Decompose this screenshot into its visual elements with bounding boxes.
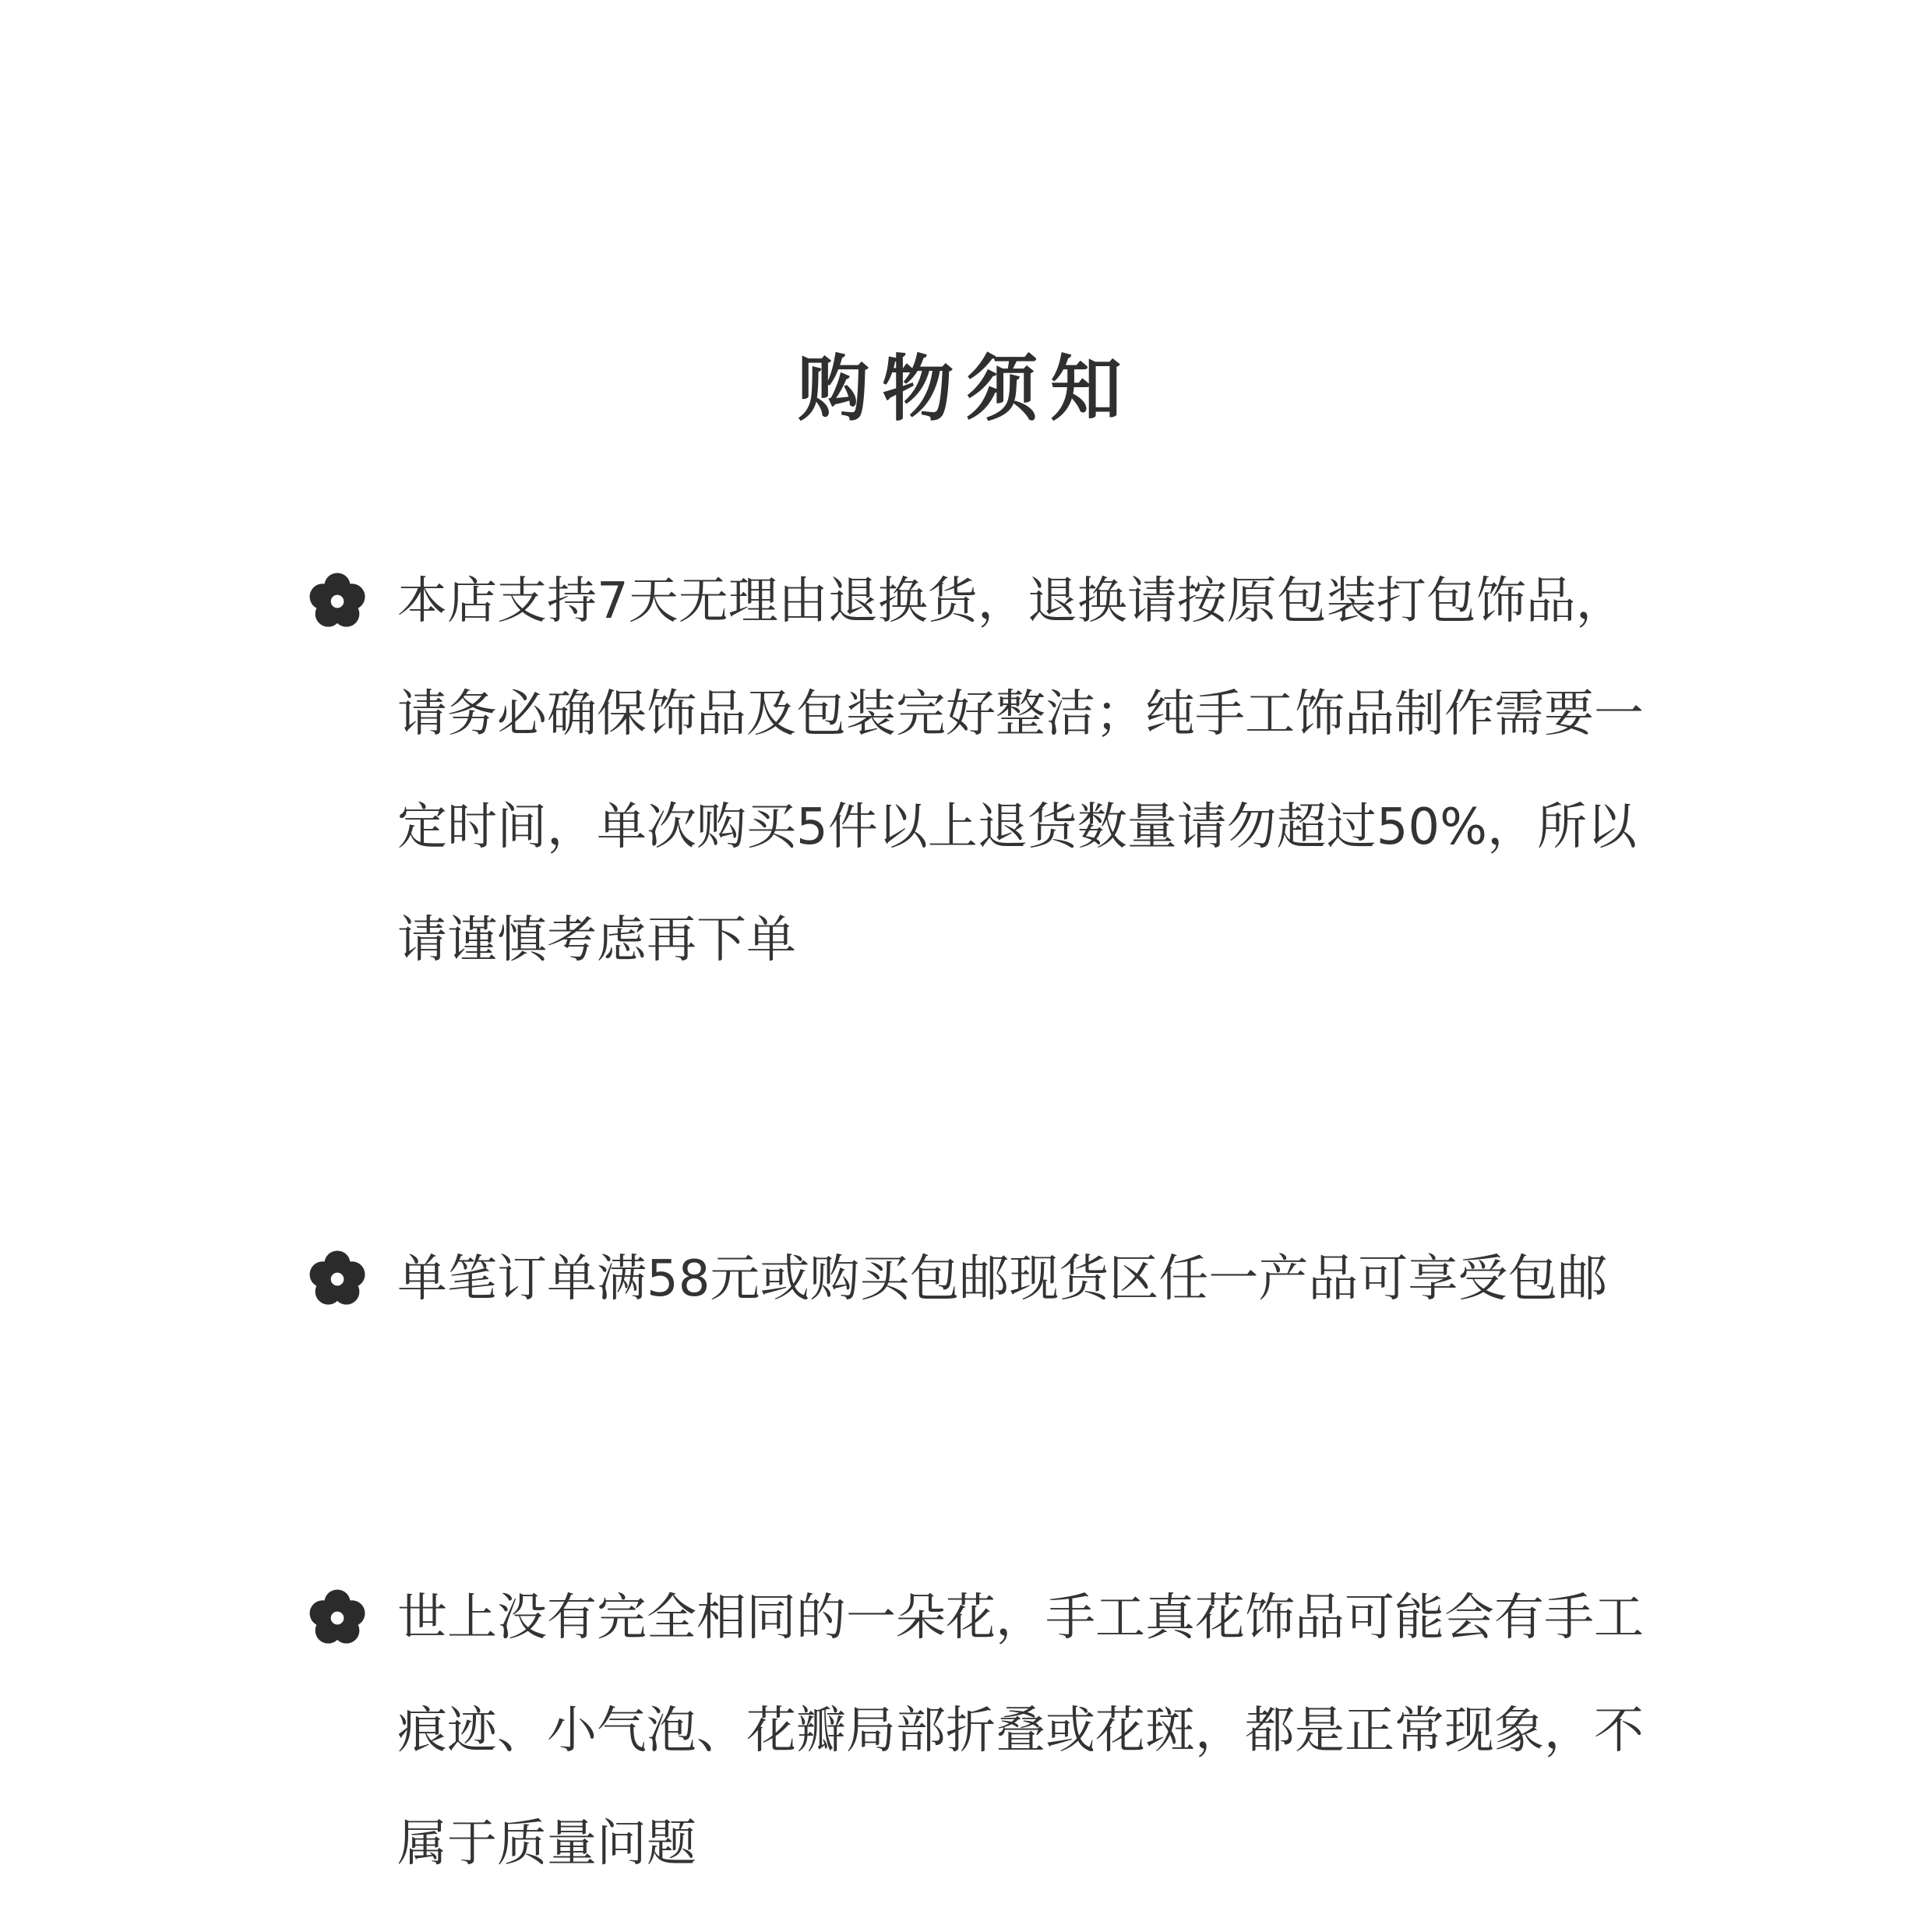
notice-text: 单笔订单满58元或购买包邮现货区任一产品可享受包邮 [397, 1250, 1608, 1308]
notice-text: 本店支持7天无理由退换货，退换请按原包装打包饰品，请务必确保饰品及包装完好整洁；纯手工饰品制作需要一定时间，单次购买5件以上退货数量请勿超过50%，所以请谨慎考虑再下单 [397, 573, 1644, 969]
flower-icon [308, 1250, 367, 1309]
page-title: 购物须知 [797, 347, 1134, 431]
list-item [308, 1562, 1648, 1901]
notice-text: 世上没有完全相同的一朵花，手工真花饰品可能会有手工痕迹、小气泡、花瓣局部折叠或花斑，都是正常现象，不属于质量问题 [397, 1589, 1644, 1873]
list-item [308, 545, 1648, 997]
flower-icon [308, 1588, 367, 1648]
notice-list [308, 545, 1648, 1901]
list-item [308, 1223, 1648, 1336]
flower-icon [308, 572, 367, 631]
